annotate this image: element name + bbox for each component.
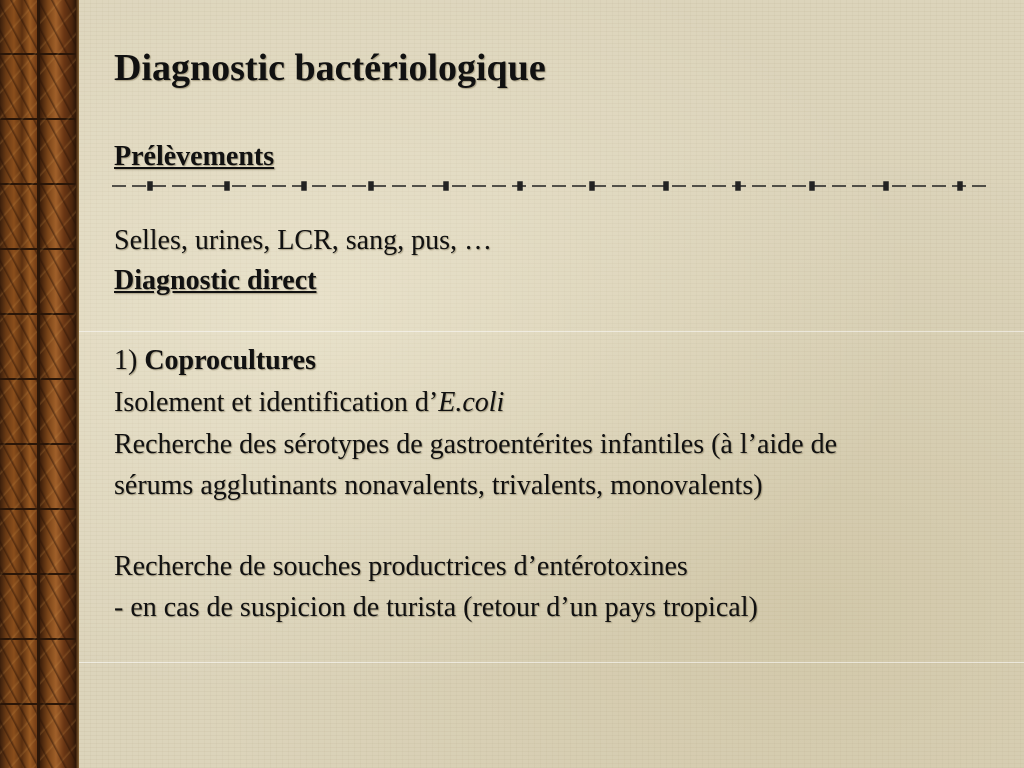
- organism-name: E.coli: [438, 387, 505, 418]
- samples-list: Selles, urines, LCR, sang, pus, …: [114, 225, 492, 256]
- item-coprocultures: [114, 343, 316, 379]
- isolation-prefix: Isolement et identification d’: [114, 387, 439, 418]
- background-rule: [78, 662, 1024, 663]
- toxin-line-1: Recherche de souches productrices d’entérotoxines: [114, 551, 688, 582]
- marble-edge: [76, 0, 79, 768]
- section-heading-diagnostic-direct: Diagnostic direct: [114, 265, 317, 296]
- marble-divider: [37, 0, 40, 768]
- background-rule: [78, 331, 1024, 332]
- toxin-line-2: - en cas de suspicion de turista (retour d’un pays tropical): [114, 592, 758, 623]
- isolation-line: [114, 385, 504, 421]
- item-title: Coprocultures: [144, 345, 316, 376]
- slide-title: Diagnostic bactériologique: [114, 47, 546, 89]
- dashed-separator: [112, 180, 992, 192]
- item-number: 1): [114, 345, 145, 376]
- section-heading-prelevements: Prélèvements: [114, 141, 275, 172]
- serotypes-line-2: sérums agglutinants nonavalents, trivalents, monovalents): [114, 470, 763, 501]
- serotypes-line-1: Recherche des sérotypes de gastroentérites infantiles (à l’aide de: [114, 429, 838, 460]
